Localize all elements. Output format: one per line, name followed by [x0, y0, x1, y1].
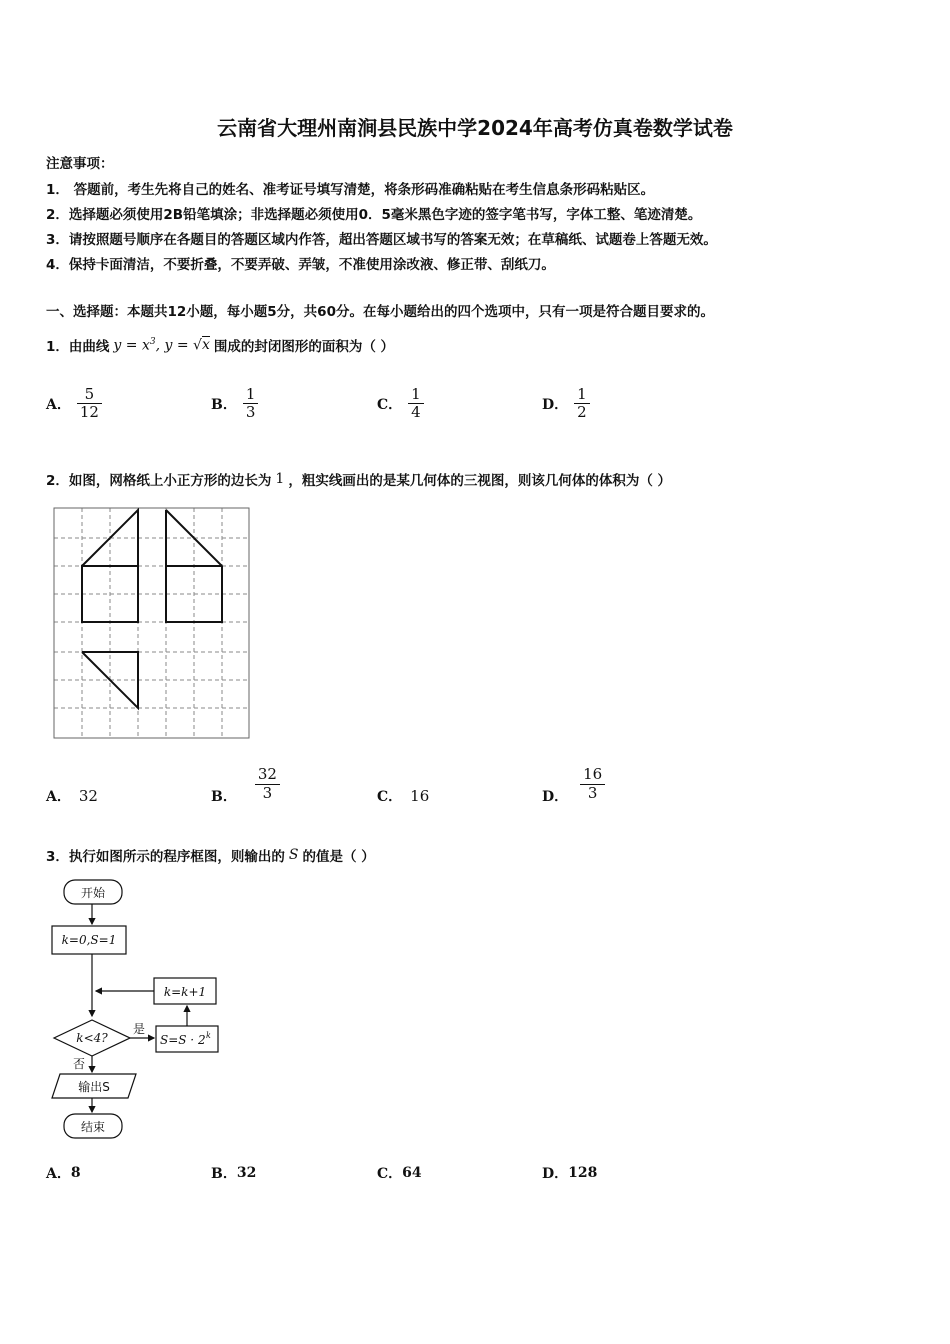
q1-prefix: 1．由曲线 [46, 339, 110, 355]
q2-option-b[interactable]: B． $\frac{32}{3}$ [211, 762, 280, 806]
note-item-1: 1． 答题前，考生先将自己的姓名、准考证号填写清楚，将条形码准确粘贴在考生信息条形码粘贴区。 [46, 182, 655, 198]
note-item-4: 4．保持卡面清洁，不要折叠，不要弄破、弄皱，不准使用涂改液、修正带、刮纸刀。 [46, 257, 555, 273]
flowchart-figure [46, 876, 226, 1146]
q1-option-b[interactable]: B． $\frac{1}{3}$ [211, 386, 258, 422]
svg-text:k=k+1: k=k+1 [163, 985, 207, 999]
svg-text:是: 是 [133, 1022, 146, 1036]
page-title: 云南省大理州南涧县民族中学2024年高考仿真卷数学试卷 [217, 116, 733, 140]
question-3-stem: 3．执行如图所示的程序框图，则输出的 S 的值是（ ） [46, 847, 375, 865]
q1-option-c[interactable]: C． $\frac{1}{4}$ [377, 386, 424, 422]
svg-text:结束: 结束 [80, 1120, 106, 1134]
svg-text:k<4?: k<4? [76, 1031, 108, 1045]
q3-option-a[interactable]: A． 8 [46, 1165, 81, 1182]
q1-option-a[interactable]: A． $\frac{5}{12}$ [46, 386, 102, 422]
svg-text:否: 否 [73, 1057, 86, 1071]
svg-text:k=0,S=1: k=0,S=1 [61, 933, 117, 947]
q1-option-d[interactable]: D． $\frac{1}{2}$ [542, 386, 590, 422]
question-1-stem [46, 335, 394, 355]
q2-option-d[interactable]: D． $\frac{16}{3}$ [542, 762, 605, 806]
note-item-3: 3．请按照题号顺序在各题目的答题区域内作答，超出答题区域书写的答案无效；在草稿纸、试题卷上答题无效。 [46, 232, 717, 248]
q3-option-b[interactable]: B． 32 [211, 1165, 257, 1182]
svg-text:S=S · 2: S=S · 2 [160, 1033, 206, 1047]
q2-option-a[interactable]: A． 32 [46, 787, 98, 805]
section-heading: 一、选择题：本题共12小题，每小题5分，共60分。在每小题给出的四个选项中，只有一项是符合题目要求的。 [46, 304, 714, 320]
notes-heading: 注意事项： [46, 156, 114, 172]
svg-text:输出S: 输出S [78, 1080, 110, 1094]
q1-formula: $y = x^3$, y = √x [113, 336, 210, 354]
q2-option-c[interactable]: C． 16 [377, 787, 430, 805]
note-item-2: 2．选择题必须使用2B铅笔填涂；非选择题必须使用0．5毫米黑色字迹的签字笔书写，字体工整、笔迹清楚。 [46, 207, 702, 223]
q3-option-c[interactable]: C． 64 [377, 1165, 422, 1182]
question-2-stem: 2．如图，网格纸上小正方形的边长为 1 ，粗实线画出的是某几何体的三视图，则该几何体的体积为（ ） [46, 471, 672, 489]
three-view-figure [52, 506, 252, 740]
svg-text:k: k [206, 1031, 211, 1040]
q3-option-d[interactable]: D． 128 [542, 1165, 598, 1182]
svg-text:开始: 开始 [80, 886, 106, 900]
q1-suffix: 围成的封闭图形的面积为（ ） [213, 339, 395, 355]
